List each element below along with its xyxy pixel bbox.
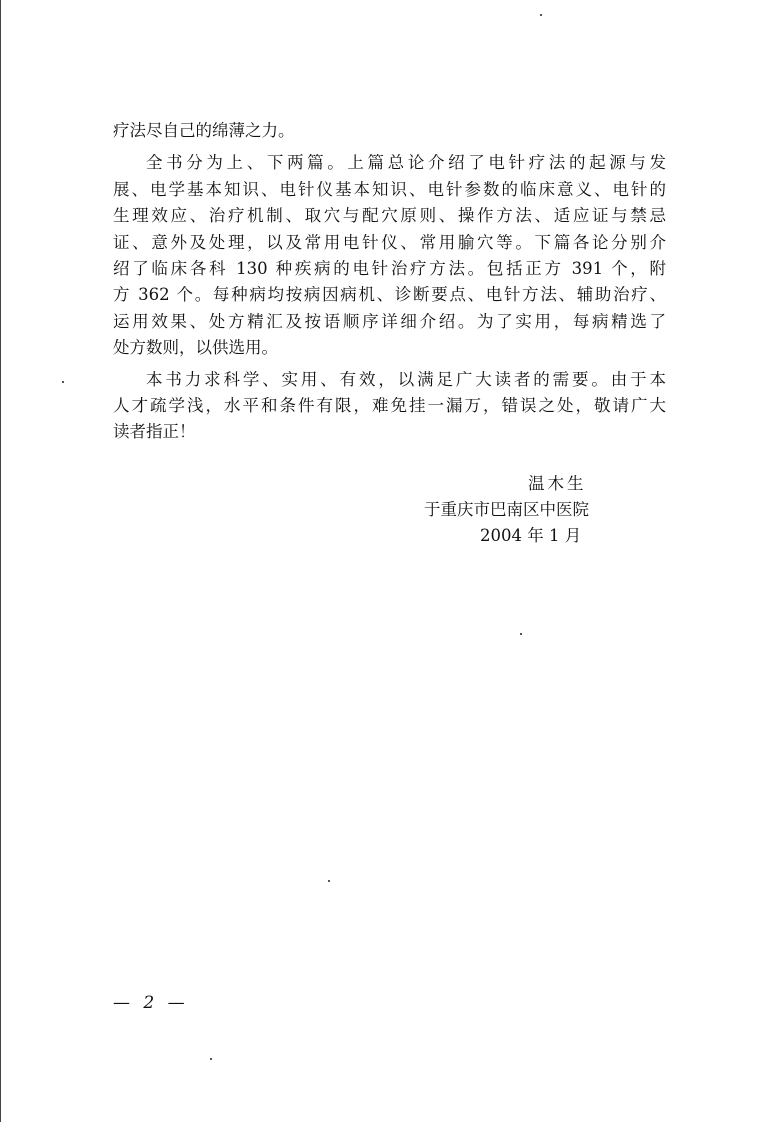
scan-speck [210, 1058, 212, 1060]
text-line: 证、意外及处理，以及常用电针仪、常用腧穴等。下篇各论分别介 [113, 233, 666, 252]
author-name: 温木生 [528, 474, 587, 493]
scan-speck [328, 880, 330, 882]
signature-date: 2004 年 1 月 [480, 526, 582, 545]
text-line: 处方数则，以供选用。 [113, 338, 278, 357]
scan-speck [540, 14, 542, 16]
text-line: 读者指正！ [113, 422, 196, 441]
scan-edge [0, 0, 1, 1122]
text-line: 展、电学基本知识、电针仪基本知识、电针参数的临床意义、电针的 [113, 180, 666, 199]
text-line: 方 362 个。每种病均按病因病机、诊断要点、电针方法、辅助治疗、 [113, 285, 666, 304]
page-number: — 2 — [113, 993, 189, 1013]
text-line: 生理效应、治疗机制、取穴与配穴原则、操作方法、适应证与禁忌 [113, 206, 666, 225]
text-line: 绍了临床各科 130 种疾病的电针治疗方法。包括正方 391 个，附 [113, 259, 666, 278]
paragraph-start: 本书力求科学、实用、有效，以满足广大读者的需要。由于本 [146, 370, 666, 389]
scan-speck [62, 381, 64, 383]
scan-speck [520, 633, 522, 635]
text-line: 疗法尽自己的绵薄之力。 [113, 121, 295, 140]
author-institution: 于重庆市巴南区中医院 [424, 500, 589, 519]
paragraph-start: 全书分为上、下两篇。上篇总论介绍了电针疗法的起源与发 [146, 153, 666, 172]
text-line: 人才疏学浅，水平和条件有限，难免挂一漏万，错误之处，敬请广大 [113, 396, 666, 415]
text-line: 运用效果、处方精汇及按语顺序详细介绍。为了实用，每病精选了 [113, 312, 666, 331]
